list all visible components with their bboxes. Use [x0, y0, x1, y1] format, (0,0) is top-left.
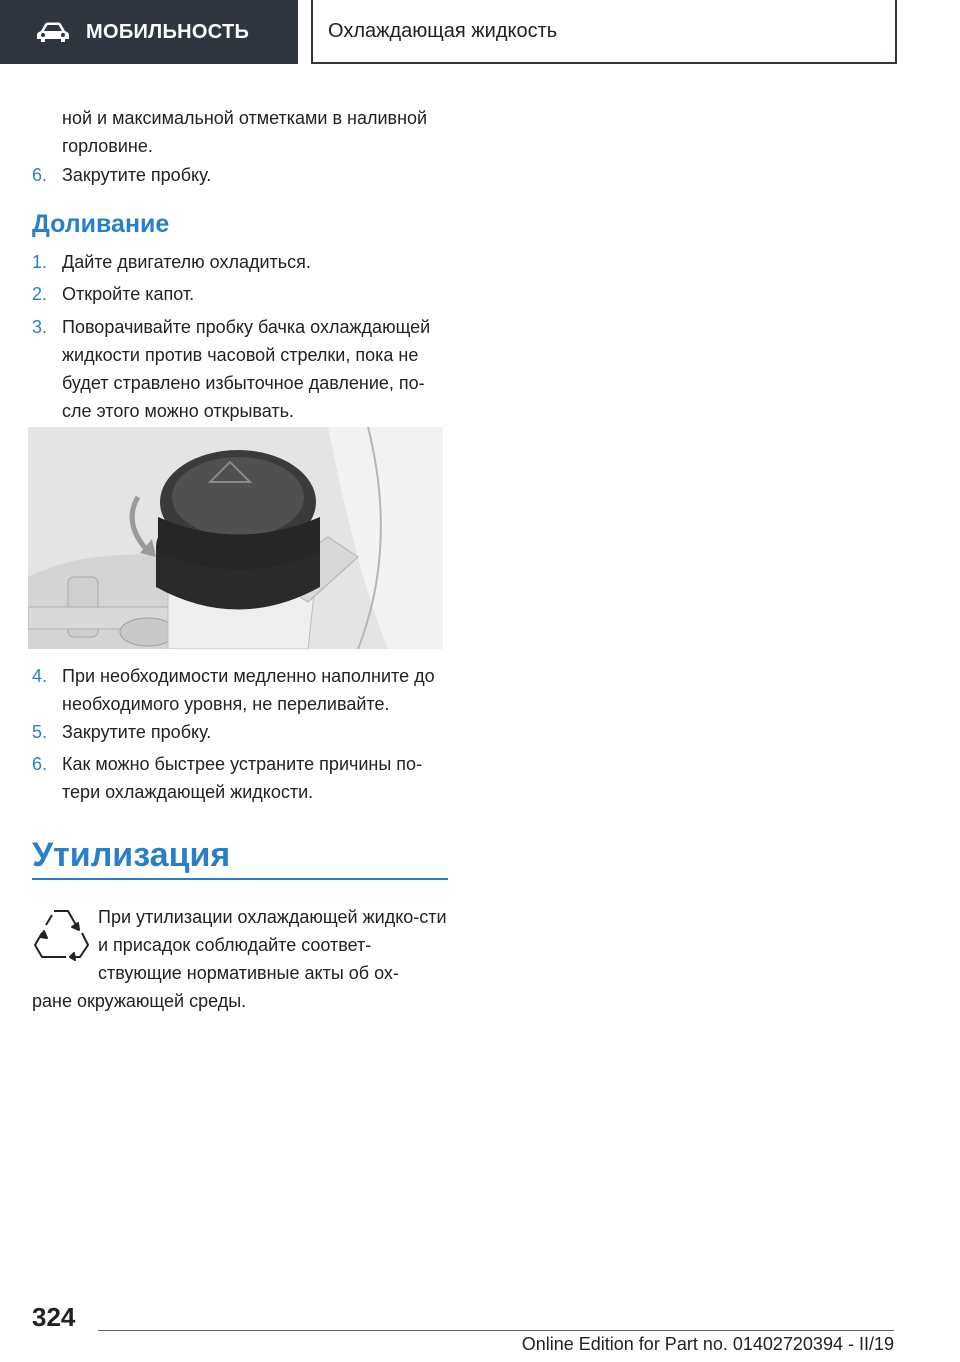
intro-continuation: ной и максимальной отметками в наливной горловине. — [62, 108, 428, 156]
coolant-cap-illustration — [28, 427, 443, 649]
header-topic-tab — [311, 0, 897, 64]
section-heading-topping-up: Доливание — [32, 210, 170, 238]
disposal-text-continued: ране окружающей среды. — [32, 991, 247, 1011]
step-text: При необходимости медленно наполните до необходимого уровня, не переливайте. — [62, 666, 435, 714]
recycle-icon — [32, 903, 90, 961]
step-text: Как можно быстрее устраните причины по-тери охлаждающей жидкости. — [62, 754, 423, 802]
step-number: 1. — [32, 252, 48, 272]
step-number: 2. — [32, 284, 48, 304]
header-topic-label: Охлаждающая жидкость — [328, 19, 558, 42]
car-icon — [36, 21, 70, 43]
disposal-text: При утилизации охлаждающей жидко-сти и присадок соблюдайте соответ-ствующие нормативные акты об ох- — [98, 907, 447, 983]
step-text: Закрутите пробку. — [62, 165, 212, 185]
step-text: Поворачивайте пробку бачка охлаждающей жидкости против часовой стрелки, пока не будет стравлено избыточное давление, по-сле этого можно открывать. — [62, 317, 431, 421]
step-number: 5. — [32, 722, 48, 742]
step-number: 3. — [32, 317, 48, 337]
footer-edition: Online Edition for Part no. 01402720394 - II/19 — [521, 1334, 894, 1354]
section-divider — [32, 878, 448, 880]
coolant-cap-photo — [28, 427, 443, 649]
step-number: 6. — [32, 754, 48, 774]
step-text: Закрутите пробку. — [62, 722, 212, 742]
header-section-label: МОБИЛЬНОСТЬ — [86, 20, 250, 43]
step-number: 4. — [32, 666, 48, 686]
section-heading-disposal: Утилизация — [32, 836, 231, 874]
footer-divider — [98, 1330, 894, 1331]
header-section-tab — [0, 0, 298, 64]
page-number: 324 — [32, 1302, 76, 1332]
step-number: 6. — [32, 165, 48, 185]
step-text: Дайте двигателю охладиться. — [62, 252, 311, 272]
step-text: Откройте капот. — [62, 284, 195, 304]
